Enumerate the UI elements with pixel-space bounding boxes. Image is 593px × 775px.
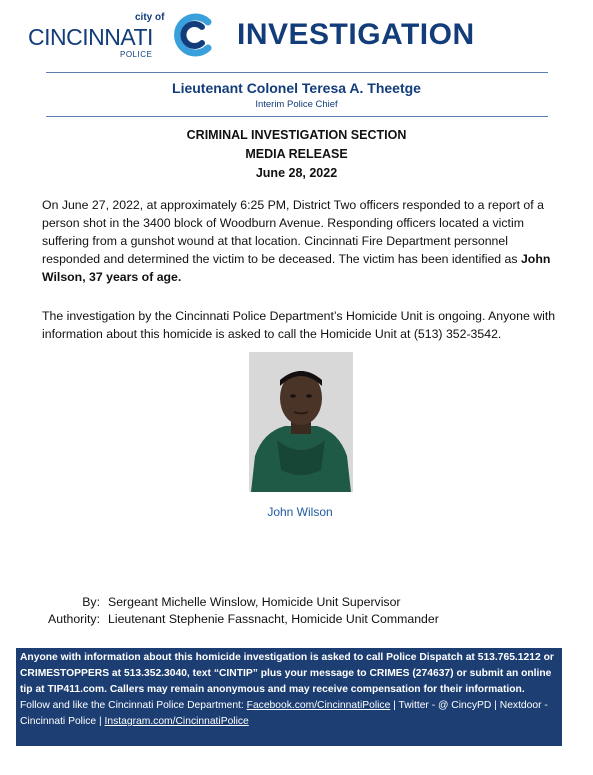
logo-city-of: city of [135, 12, 165, 23]
twitter-nextdoor-text: | Twitter - @ CincyPD | Nextdoor - Cincinnati Police | [20, 700, 548, 727]
paragraph-1-text: On June 27, 2022, at approximately 6:25 PM, District Two officers responded to a report of a person shot in the 3400 block of Woodburn Avenue. Responding officers located a victim suffering from a gunshot wound at that location. Cincinnati Fire Department personnel responded and determined the victim to be deceased. The victim has been identified as [42, 198, 544, 266]
cincinnati-police-logo [28, 10, 208, 62]
body-paragraph-2: The investigation by the Cincinnati Police Department’s Homicide Unit is ongoing. Anyone with information about this homicide is asked to call the Homicide Unit at (513) 352-3542. [42, 309, 556, 341]
instagram-link[interactable]: Instagram.com/CincinnatiPolice [104, 716, 249, 727]
page-title: INVESTIGATION [237, 18, 475, 51]
facebook-link[interactable]: Facebook.com/CincinnatiPolice [246, 700, 391, 711]
logo-name: CINCINNATI [28, 24, 153, 50]
release-date: June 28, 2022 [255, 166, 338, 180]
by-value: Sergeant Michelle Winslow, Homicide Unit Supervisor [108, 595, 401, 609]
victim-photo [249, 352, 353, 492]
tip-info-text: Anyone with information about this homicide investigation is asked to call Police Dispatch at 513.765.1212 or CRIMESTOPPERS at 513.352.3040, text “CINTIP” plus your message to CRIMES (274637) or submit an online tip at TIP411.com. Callers may remain anonymous and may receive compensation for their information. [20, 652, 554, 695]
follow-prefix: Follow and like the Cincinnati Police Department: [20, 700, 247, 711]
header-divider [46, 72, 548, 73]
logo-police: POLICE [120, 50, 153, 59]
body-paragraph-1 [42, 196, 562, 286]
authority-label: Authority: [48, 612, 100, 626]
authority-value: Lieutenant Stephenie Fassnacht, Homicide Unit Commander [108, 612, 439, 626]
chief-title: Interim Police Chief [255, 99, 338, 110]
photo-caption: John Wilson [267, 505, 333, 519]
victim-identification: John Wilson, 37 years of age. [42, 252, 551, 284]
release-type: MEDIA RELEASE [245, 147, 348, 161]
logo-c-mark-icon [168, 10, 218, 60]
header [0, 0, 593, 70]
person-portrait-icon [249, 352, 353, 492]
chief-divider [46, 116, 548, 117]
by-label: By: [82, 595, 100, 609]
chief-name: Lieutenant Colonel Teresa A. Theetge [172, 80, 421, 96]
tip-info-footer [16, 648, 562, 746]
section-heading: CRIMINAL INVESTIGATION SECTION [186, 128, 407, 142]
